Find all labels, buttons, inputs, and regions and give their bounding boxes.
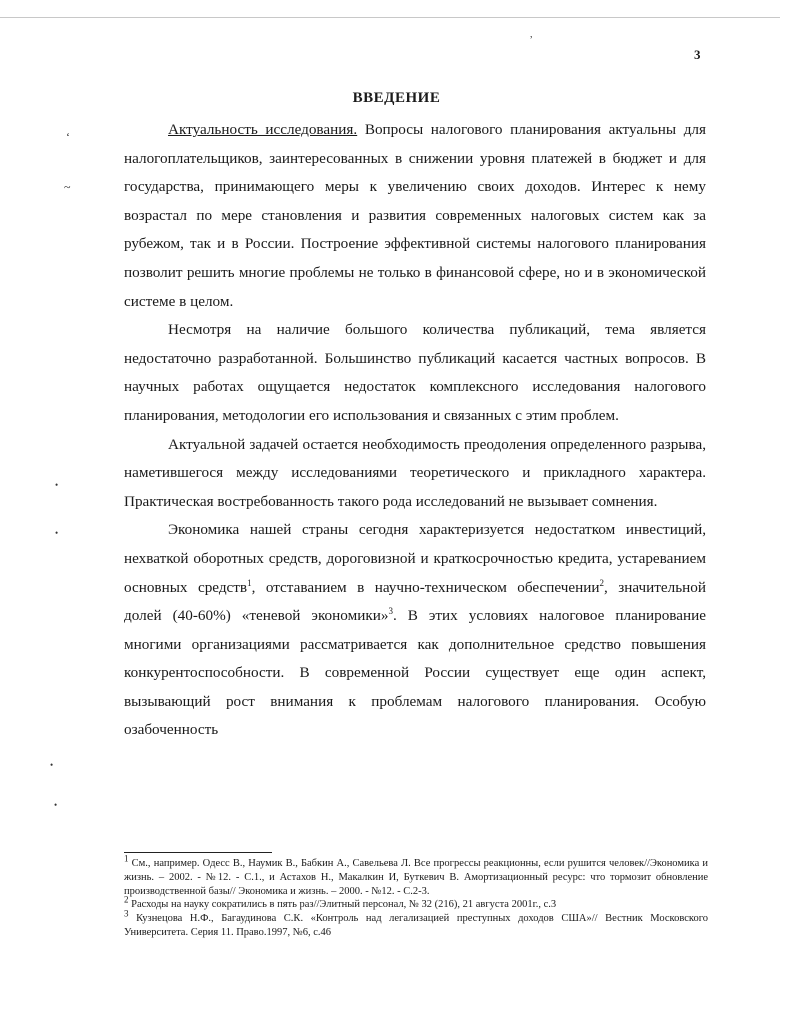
relevance-lead: Актуальность исследования. [168,121,358,138]
footnote-text: См., например. Одесс В., Наумик В., Бабкин А., Савельева Л. Все прогрессы реакционны, если рушится человек//Экономика и жизнь. – 2002. - №12. - С.1., и Астахов Н., Макалкин И, Буткевич В. Амортизационный ресурс: что тормозит обновление производственной базы// Экономика и жизнь. – 2000. - №12. - С.2-3. [124,858,708,897]
economy-text-3: , значительной долей (40-60%) «теневой экономики» [124,578,706,625]
economy-text-4: . В этих условиях налоговое планирование многими организациями рассматривается как дополнительное средство повышения конкурентоспособности. В современной России существует еще один аспект, вызывающий рост внимания к проблемам налогового планирования. Особую озабоченность [124,607,707,739]
footnotes [124,853,708,940]
scan-speck: ʻ [66,130,70,144]
footnote-number: 1 [124,853,129,864]
footnote [124,908,708,940]
paragraph-publications: Несмотря на наличие большого количества публикаций, тема является недостаточно разработанной. Большинство публикаций касается частных вопросов. В научных работах ощущается недостаток комплексного исследования налогового планирования, методологии его использования и связанных с этим проблем. [124,321,706,424]
footnote-text: Кузнецова Н.Ф., Багаудинова С.К. «Контроль над легализацией преступных доходов США»// Вестник Московского Университета. Серия 11. Право.1997, №6, с.46 [124,913,708,938]
scan-speck: • [55,528,59,538]
footnote-text: Расходы на науку сократились в пять раз//Элитный персонал, № 32 (216), 21 августа 2001г., с.3 [131,899,557,911]
footnote [124,853,708,898]
footnote [124,894,708,912]
economy-text-1: Экономика нашей страны сегодня характеризуется недостатком инвестиций, нехваткой оборотных средств, дороговизной и краткосрочностью кредита, устареванием основных средств [124,521,706,596]
footnote-number: 3 [124,908,129,919]
footnote-ref: 1 [247,577,252,588]
footnote-separator [124,852,272,853]
footnote-ref: 2 [599,577,605,588]
scan-speck: , [530,29,533,40]
page-title: ВВЕДЕНИЕ [352,90,441,106]
body-text [124,116,706,745]
scan-speck: • [54,800,58,810]
footnote-ref: 3 [388,606,393,617]
economy-text-2: , отставанием в научно-техническом обеспечении [251,578,600,596]
relevance-text: Вопросы налогового планирования актуальны для налогоплательщиков, заинтересованных в снижении уровня платежей в бюджет и для государства, принимающего меры к увеличению своих доходов. Интерес к нему возрастал по мере становления и развития современных налоговых систем как за рубежом, так и в России. Построение эффективной системы налогового планирования позволит решить многие проблемы не только в финансовой сфере, но и в экономической системе в целом. [124,121,706,310]
scan-top-line [0,17,780,18]
page-number: 3 [694,47,701,62]
footnote-number: 2 [124,894,129,905]
scan-speck: • [50,760,54,770]
paragraph-task: Актуальной задачей остается необходимость преодоления определенного разрыва, наметившегося между исследованиями теоретического и прикладного характера. Практическая востребованность такого рода исследований не вызывает сомнения. [124,435,706,510]
scan-speck: • [55,480,59,490]
paragraph-relevance [124,116,706,316]
scan-speck: ~ [64,180,71,194]
paragraph-economy [124,516,706,745]
